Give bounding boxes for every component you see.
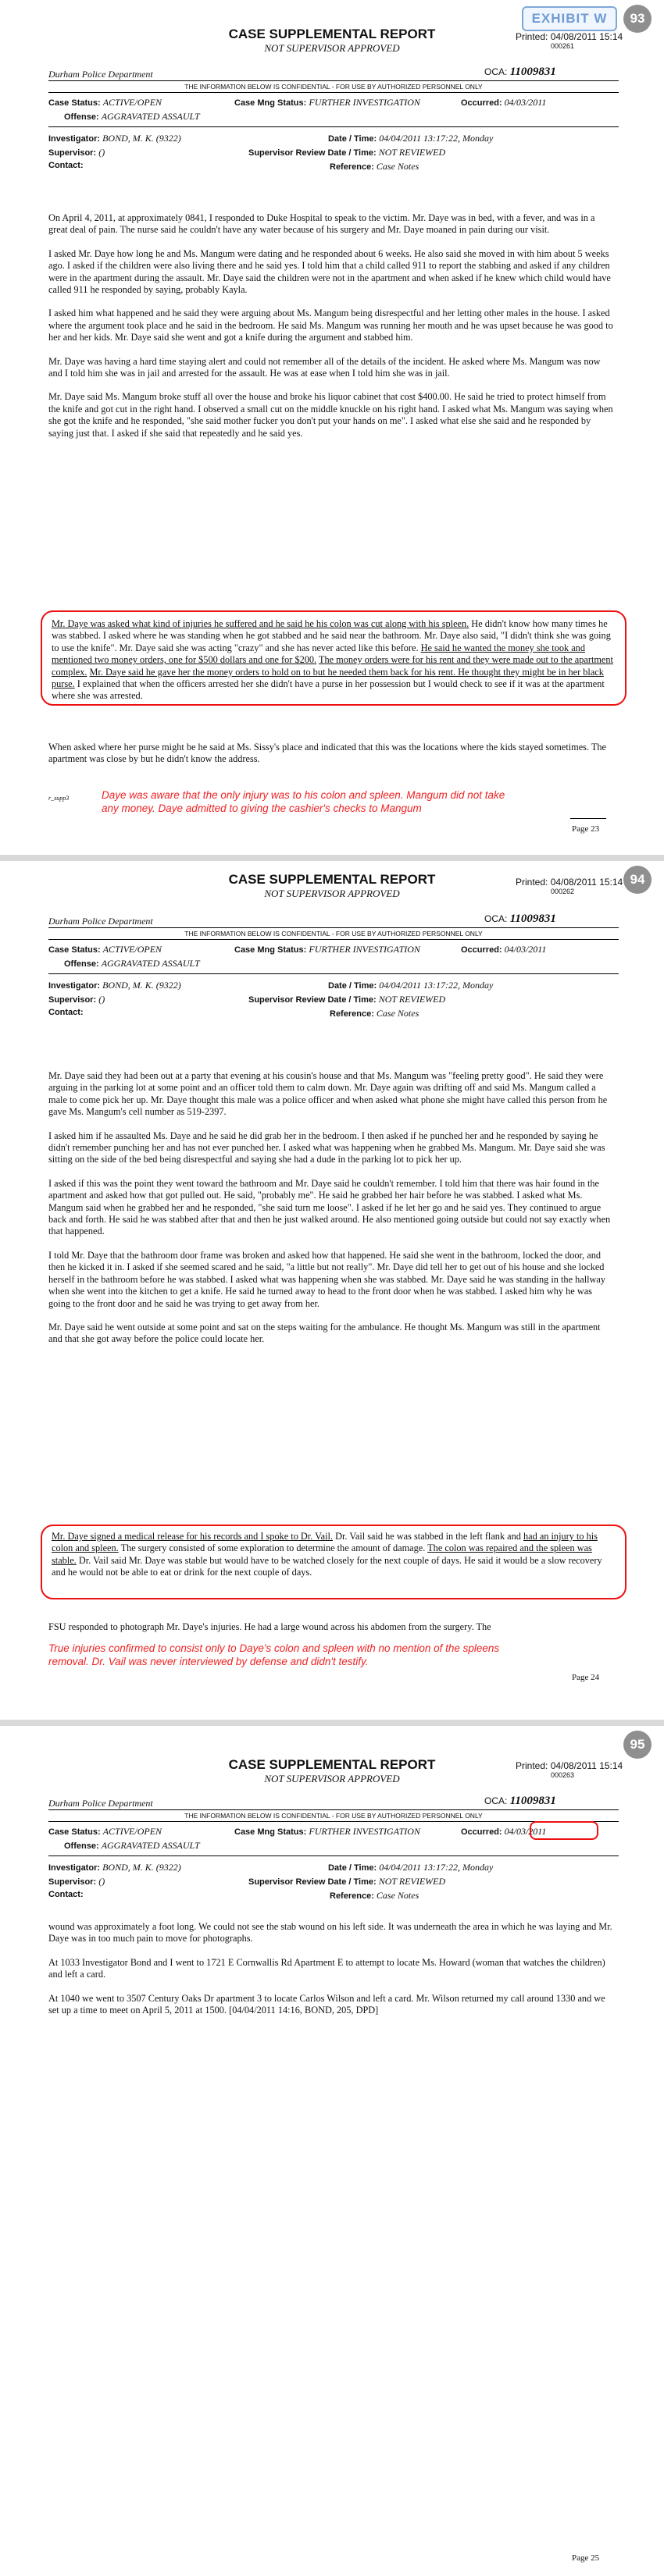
case-mng-status-field: Case Mng Status: FURTHER INVESTIGATION bbox=[234, 97, 420, 108]
case-mng-status-field: Case Mng Status: FURTHER INVESTIGATION bbox=[234, 944, 420, 955]
occurred-field: Occurred: 04/03/2011 bbox=[461, 97, 547, 108]
narrative-paragraph: FSU responded to photograph Mr. Daye's injuries. He had a large wound across his abdomen from the surgery. The bbox=[48, 1621, 491, 1632]
page-number-badge: 93 bbox=[623, 5, 652, 33]
oca-field: OCA: 11009831 bbox=[484, 66, 556, 78]
narrative-paragraph: Mr. Daye said Ms. Mangum broke stuff all over the house and broke his liquor cabinet that cost $400.00. He said he tried to protect himself from the knife and got cut in the right hand. I observed a small cut on the middle knuckle on his right hand. I asked what Ms. Mangum was saying when she got the knife and he responded, "she said mother fucker you don't put your hands on me". I asked what else she said and he responded by saying just that. I asked if she said that repeatedly and he said yes. bbox=[48, 391, 613, 439]
case-status-field: Case Status: ACTIVE/OPEN bbox=[48, 1826, 162, 1837]
case-status-field: Case Status: ACTIVE/OPEN bbox=[48, 97, 162, 108]
investigator-field: Investigator: BOND, M. K. (9322) bbox=[48, 980, 181, 991]
narrative-paragraph: Mr. Daye said they had been out at a party that evening at his cousin's house and that Ms. Mangum was "feeling pretty good". He said they were arguing in the parking lot at some point and an officer told them to calm down. Mr. Daye again was drifting off and said Ms. Mangum called a male to come pick her up. Mr. Daye thought this male was a police officer and when asked what phone she might have called this person from he gave Ms. Mangum's cell number as 519-2397. bbox=[48, 1070, 608, 1118]
page-separator bbox=[0, 855, 664, 861]
report-narrative bbox=[48, 1070, 616, 1357]
exhibit-stamp: EXHIBIT W bbox=[522, 6, 617, 31]
supervisor-review-field: Supervisor Review Date / Time: NOT REVIEWED bbox=[248, 994, 446, 1005]
department-name: Durham Police Department bbox=[48, 916, 153, 927]
document-number: 000261 bbox=[551, 42, 575, 50]
report-page-3 bbox=[0, 1726, 664, 2576]
narrative-paragraph: Mr. Daye said he went outside at some point and sat on the steps waiting for the ambulance. He thought Ms. Mangum was still in the apartment and that she got away before the police could locate her. bbox=[48, 1321, 601, 1345]
printed-timestamp: Printed: 04/08/2011 15:14 bbox=[516, 31, 623, 42]
report-title: CASE SUPPLEMENTAL REPORT bbox=[228, 27, 436, 41]
case-status-field: Case Status: ACTIVE/OPEN bbox=[48, 944, 162, 955]
red-annotation: True injuries confirmed to consist only to Daye's colon and spleen with no mention of the spleens removal. Dr. Vail was never interviewed by defense and didn't testify. bbox=[48, 1642, 500, 1667]
confidential-notice: THE INFORMATION BELOW IS CONFIDENTIAL - FOR USE BY AUTHORIZED PERSONNEL ONLY bbox=[48, 80, 619, 93]
supervisor-review-field: Supervisor Review Date / Time: NOT REVIEWED bbox=[248, 1876, 446, 1887]
confidential-notice: THE INFORMATION BELOW IS CONFIDENTIAL - FOR USE BY AUTHORIZED PERSONNEL ONLY bbox=[48, 927, 619, 940]
narrative-paragraph: I asked him what happened and he said they were arguing about Ms. Mangum being disrespectful and her letting other males in the house. I asked where the argument took place and he said in the bedroom. He said Ms. Mangum was running her mouth and he was upset because he was good to her and her kids. Mr. Daye said she went and got a knife during the argument and stabbed him. bbox=[48, 308, 613, 343]
department-name: Durham Police Department bbox=[48, 1798, 153, 1809]
narrative-paragraph: When asked where her purse might be he said at Ms. Sissy's place and indicated that this was the locations where the kids stayed sometimes. The apartment was close by but he didn't know the address. bbox=[48, 742, 607, 765]
date-time-field: Date / Time: 04/04/2011 13:17:22, Monday bbox=[328, 133, 494, 144]
date-time-field: Date / Time: 04/04/2011 13:17:22, Monday bbox=[328, 980, 494, 991]
report-narrative bbox=[48, 212, 616, 451]
occurred-date-highlight bbox=[530, 1821, 598, 1840]
supervisor-field: Supervisor: () bbox=[48, 994, 105, 1005]
narrative-paragraph: At 1040 we went to 3507 Century Oaks Dr apartment 3 to locate Carlos Wilson and left a card. Mr. Wilson returned my call around 1330 and we set up a time to meet on April 5, 2011 at 1500. [04/04/2011 14:16, BOND, 205, DPD] bbox=[48, 1992, 605, 2016]
page-number-badge: 94 bbox=[623, 866, 652, 894]
page-label: Page 23 bbox=[572, 824, 600, 834]
supervisor-field: Supervisor: () bbox=[48, 1876, 105, 1887]
narrative-paragraph: wound was approximately a foot long. We could not see the stab wound on his left side. It was underneath the area in which he was laying and Mr. Daye was in too much pain to move for photographs. bbox=[48, 1921, 612, 1944]
contact-field: Contact: bbox=[48, 161, 84, 170]
report-narrative bbox=[48, 1921, 616, 2028]
narrative-paragraph: I asked him if he assaulted Ms. Daye and he said he did grab her in the bedroom. I then asked if he punched her and he responded by saying he didn't remember punching her and has not ever punched her. I asked what was happening when he grabbed Ms. Mangum. Mr. Daye said she was sitting on the side of the bed being disrespectful and saying she had a dude in the parking lot to pick her up. bbox=[48, 1130, 605, 1165]
red-annotation: Daye was aware that the only injury was to his colon and spleen. Mangum did not take any money. Daye admitted to giving the cashier's checks to Mangum bbox=[102, 789, 505, 814]
divider bbox=[48, 126, 619, 127]
page-label: Page 25 bbox=[572, 2553, 600, 2563]
confidential-notice: THE INFORMATION BELOW IS CONFIDENTIAL - FOR USE BY AUTHORIZED PERSONNEL ONLY bbox=[48, 1809, 619, 1822]
form-code: r_supp3 bbox=[48, 795, 70, 802]
offense-field: Offense: AGGRAVATED ASSAULT bbox=[64, 111, 200, 122]
highlighted-passage: Mr. Daye signed a medical release for his records and I spoke to Dr. Vail. Dr. Vail said he was stabbed in the left flank and had an injury to his colon and spleen. The surgery consisted of some exploration to determine the amount of damage. The colon was repaired and the spleen was stable. Dr. Vail said Mr. Daye was stable but would have to be watched closely for the next couple of days. He said it would be a slow recovery and he would not be able to eat or drink for the next couple of days. bbox=[52, 1531, 602, 1578]
reference-field: Reference: Case Notes bbox=[330, 1890, 419, 1901]
initials-line bbox=[570, 818, 606, 819]
report-subtitle: NOT SUPERVISOR APPROVED bbox=[264, 888, 400, 899]
supervisor-review-field: Supervisor Review Date / Time: NOT REVIEWED bbox=[248, 147, 446, 158]
narrative-paragraph: Mr. Daye was having a hard time staying alert and could not remember all of the details of the incident. He asked where Ms. Mangum was now and I told him she was in jail and arrested for the assault. He was at ease when I told him she was in jail. bbox=[48, 355, 601, 379]
offense-field: Offense: AGGRAVATED ASSAULT bbox=[64, 958, 200, 969]
date-time-field: Date / Time: 04/04/2011 13:17:22, Monday bbox=[328, 1862, 494, 1873]
case-mng-status-field: Case Mng Status: FURTHER INVESTIGATION bbox=[234, 1826, 420, 1837]
printed-timestamp: Printed: 04/08/2011 15:14 bbox=[516, 877, 623, 888]
offense-field: Offense: AGGRAVATED ASSAULT bbox=[64, 1840, 200, 1851]
occurred-field: Occurred: 04/03/2011 bbox=[461, 1826, 547, 1837]
document-number: 000263 bbox=[551, 1771, 575, 1779]
contact-field: Contact: bbox=[48, 1890, 84, 1899]
department-name: Durham Police Department bbox=[48, 69, 153, 80]
reference-field: Reference: Case Notes bbox=[330, 1008, 419, 1019]
report-subtitle: NOT SUPERVISOR APPROVED bbox=[264, 1773, 400, 1784]
narrative-paragraph: I asked Mr. Daye how long he and Ms. Mangum were dating and he responded about 6 weeks. He also said she moved in with him about 5 weeks ago. I asked if the children were also living there and he said yes. I told him that a child called 911 to report the stabbing and asked if any children were in the apartment during the assault. Mr. Daye said the children were not in the apartment and when asked if he knew which child would have called 911 he responded by saying, probably Kayla. bbox=[48, 247, 611, 296]
printed-timestamp: Printed: 04/08/2011 15:14 bbox=[516, 1760, 623, 1771]
report-title: CASE SUPPLEMENTAL REPORT bbox=[228, 872, 436, 887]
reference-field: Reference: Case Notes bbox=[330, 161, 419, 172]
divider bbox=[48, 973, 619, 974]
report-title: CASE SUPPLEMENTAL REPORT bbox=[228, 1757, 436, 1772]
report-page-2 bbox=[0, 861, 664, 1720]
report-subtitle: NOT SUPERVISOR APPROVED bbox=[264, 42, 400, 54]
page-label: Page 24 bbox=[572, 1673, 600, 1682]
oca-field: OCA: 11009831 bbox=[484, 913, 556, 925]
page-number-badge: 95 bbox=[623, 1731, 652, 1759]
contact-field: Contact: bbox=[48, 1008, 84, 1017]
narrative-paragraph: I asked if this was the point they went toward the bathroom and Mr. Daye said he couldn't remember. I told him that there was hair found in the apartment and asked how that got pulled out. He said, "probably me". He said he grabbed her hair before he was stabbed. I asked what Ms. Mangum said when he grabbed her and he responded, "she said turn me loose". I asked if he let her go and he said yes. They continued to argue back and forth. He said he was stabbed after that and then he just walked around. He also mentioned going outside but could not say exactly when that happened. bbox=[48, 1177, 611, 1237]
report-page-1 bbox=[0, 0, 664, 855]
document-number: 000262 bbox=[551, 888, 575, 895]
narrative-paragraph: At 1033 Investigator Bond and I went to 1721 E Cornwallis Rd Apartment E to attempt to locate Ms. Howard (woman that watches the children) and left a card. bbox=[48, 1956, 605, 1980]
investigator-field: Investigator: BOND, M. K. (9322) bbox=[48, 133, 181, 144]
occurred-field: Occurred: 04/03/2011 bbox=[461, 944, 547, 955]
narrative-paragraph: I told Mr. Daye that the bathroom door frame was broken and asked how that happened. He said she went in the bathroom, locked the door, and then he kicked it in. I asked if she seemed scared and he said, "a little but not really". Mr. Daye did tell her to get out of his house and she locked herself in the bathroom before he was stabbed. I asked what was happening when she was stabbed. Mr. Daye said he was standing in the hallway when she went into the kitchen to get a knife. He said he turned away to head to the front door when he was stabbed. I asked him why he was going to the front door and he said he was trying to get away from her. bbox=[48, 1249, 606, 1309]
oca-field: OCA: 11009831 bbox=[484, 1795, 556, 1807]
page-separator bbox=[0, 1720, 664, 1726]
narrative-paragraph: On April 4, 2011, at approximately 0841, I responded to Duke Hospital to speak to the victim. Mr. Daye was in bed, with a fever, and was in a great deal of pain. The nurse said he couldn't have any water because of his surgery and Mr. Daye moaned in pain during our visit. bbox=[48, 212, 595, 236]
investigator-field: Investigator: BOND, M. K. (9322) bbox=[48, 1862, 181, 1873]
supervisor-field: Supervisor: () bbox=[48, 147, 105, 158]
highlighted-passage: Mr. Daye was asked what kind of injuries he suffered and he said he his colon was cut along with his spleen. He didn't know how many times he was stabbed. I asked where he was standing when he got stabbed and he said near the bathroom. Mr. Daye also said, "I didn't think she was going to use the knife". Mr. Daye said she was acting "crazy" and she has never acted like this before. He said he wanted the money she took and mentioned two money orders, one for $500 dollars and one for $200. The money orders were for his rent and they were made out to the apartment complex. Mr. Daye said he gave her the money orders to hold on to but he needed them back for his rent. He thought they might be in her black purse. I explained that when the officers arrested her she didn't have a purse in her possession but I would check to see if it was at the apartment where she was arrested. bbox=[52, 618, 613, 702]
